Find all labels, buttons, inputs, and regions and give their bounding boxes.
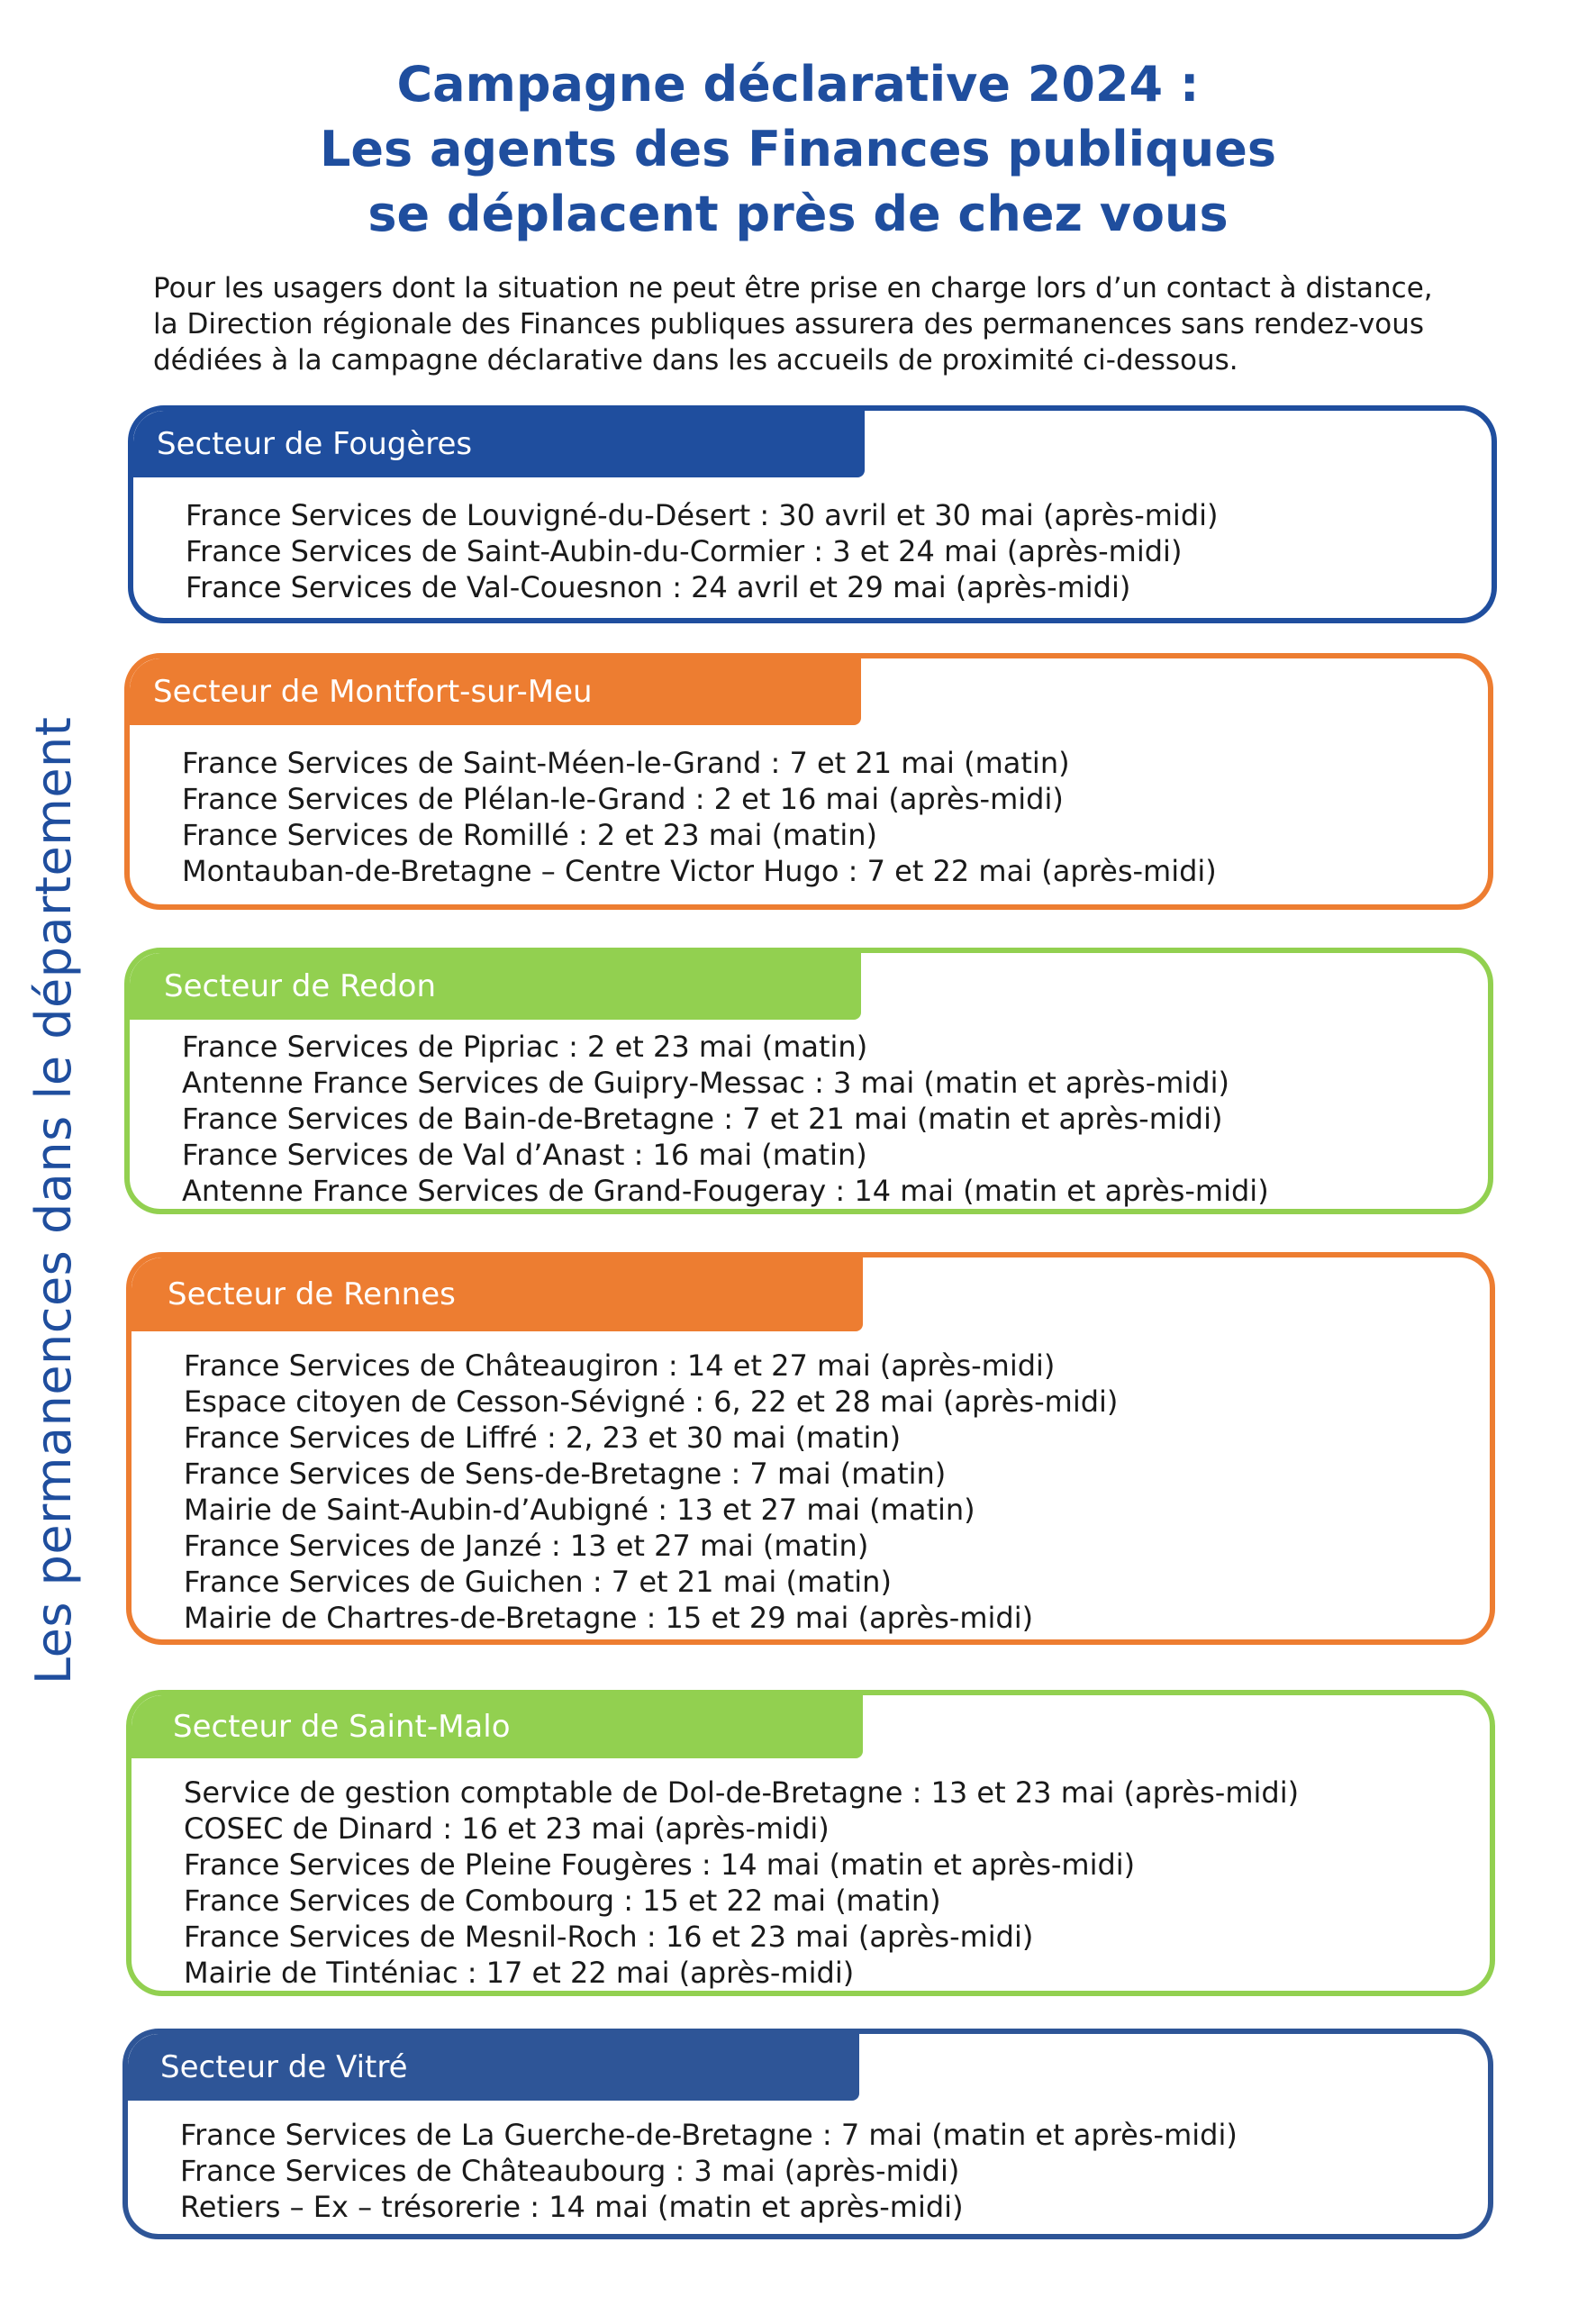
list-item: France Services de Mesnil-Roch : 16 et 23 mai (après-midi) — [184, 1920, 1034, 1954]
sector-heading: Secteur de Vitré — [128, 2034, 859, 2101]
list-item: France Services de La Guerche-de-Bretagne : 7 mai (matin et après-midi) — [180, 2118, 1238, 2152]
title-line-3: se déplacent près de chez vous — [367, 186, 1229, 242]
sector-rennes — [126, 1252, 1495, 1645]
list-item: France Services de Saint-Méen-le-Grand : 7 et 21 mai (matin) — [182, 746, 1070, 780]
sector-list — [184, 1775, 1299, 1991]
sector-heading: Secteur de Redon — [130, 953, 861, 1020]
list-item: Mairie de Chartres-de-Bretagne : 15 et 29 mai (après-midi) — [184, 1601, 1034, 1635]
side-label: Les permanences dans le département — [25, 716, 82, 1684]
list-item: Service de gestion comptable de Dol-de-Bretagne : 13 et 23 mai (après-midi) — [184, 1775, 1300, 1810]
list-item: Mairie de Saint-Aubin-d’Aubigné : 13 et 27 mai (matin) — [184, 1493, 975, 1527]
title-line-2: Les agents des Finances publiques — [319, 121, 1277, 177]
sector-vitre — [122, 2029, 1493, 2239]
title-line-1: Campagne déclarative 2024 : — [396, 56, 1200, 113]
list-item: COSEC de Dinard : 16 et 23 mai (après-midi) — [184, 1811, 830, 1846]
sector-list — [186, 497, 1219, 605]
intro-line-1: Pour les usagers dont la situation ne peut être prise en charge lors d’un contact à distance, — [153, 272, 1433, 304]
sector-list — [182, 1029, 1269, 1209]
list-item: France Services de Janzé : 13 et 27 mai (matin) — [184, 1529, 869, 1563]
sector-list — [180, 2117, 1238, 2225]
sector-list — [182, 745, 1217, 889]
intro-line-2: la Direction régionale des Finances publiques assurera des permanences sans rendez-vous — [153, 308, 1425, 340]
list-item: France Services de Liffré : 2, 23 et 30 mai (matin) — [184, 1421, 902, 1455]
list-item: Antenne France Services de Grand-Fougeray : 14 mai (matin et après-midi) — [182, 1174, 1269, 1208]
list-item: Espace citoyen de Cesson-Sévigné : 6, 22 et 28 mai (après-midi) — [184, 1385, 1119, 1419]
list-item: France Services de Louvigné-du-Désert : 30 avril et 30 mai (après-midi) — [186, 498, 1219, 532]
list-item: France Services de Châteaubourg : 3 mai (après-midi) — [180, 2154, 960, 2188]
page-title — [0, 52, 1596, 247]
list-item: France Services de Châteaugiron : 14 et 27 mai (après-midi) — [184, 1348, 1056, 1383]
list-item: France Services de Sens-de-Bretagne : 7 mai (matin) — [184, 1457, 947, 1491]
sector-heading: Secteur de Rennes — [131, 1257, 863, 1331]
list-item: France Services de Saint-Aubin-du-Cormier : 3 et 24 mai (après-midi) — [186, 534, 1183, 568]
sector-saint-malo — [126, 1690, 1495, 1996]
list-item: Montauban-de-Bretagne – Centre Victor Hugo : 7 et 22 mai (après-midi) — [182, 854, 1217, 888]
list-item: France Services de Val-Couesnon : 24 avril et 29 mai (après-midi) — [186, 570, 1131, 604]
list-item: France Services de Pleine Fougères : 14 mai (matin et après-midi) — [184, 1848, 1136, 1882]
sector-heading: Secteur de Saint-Malo — [131, 1695, 863, 1758]
intro-paragraph — [153, 270, 1504, 378]
list-item: France Services de Plélan-le-Grand : 2 et 16 mai (après-midi) — [182, 782, 1064, 816]
sector-heading: Secteur de Fougères — [133, 411, 865, 477]
sector-montfort-sur-meu — [124, 653, 1493, 910]
list-item: France Services de Bain-de-Bretagne : 7 et 21 mai (matin et après-midi) — [182, 1102, 1223, 1136]
list-item: France Services de Pipriac : 2 et 23 mai (matin) — [182, 1030, 868, 1064]
sector-fougeres — [128, 405, 1497, 623]
list-item: France Services de Combourg : 15 et 22 mai (matin) — [184, 1884, 941, 1918]
list-item: France Services de Romillé : 2 et 23 mai (matin) — [182, 818, 878, 852]
intro-line-3: dédiées à la campagne déclarative dans les accueils de proximité ci-dessous. — [153, 344, 1238, 377]
list-item: Antenne France Services de Guipry-Messac : 3 mai (matin et après-midi) — [182, 1066, 1229, 1100]
list-item: Mairie de Tinténiac : 17 et 22 mai (après-midi) — [184, 1956, 855, 1990]
list-item: France Services de Val d’Anast : 16 mai (matin) — [182, 1138, 867, 1172]
list-item: France Services de Guichen : 7 et 21 mai (matin) — [184, 1565, 892, 1599]
sector-redon — [124, 948, 1493, 1214]
list-item: Retiers – Ex – trésorerie : 14 mai (matin et après-midi) — [180, 2190, 964, 2224]
sector-list — [184, 1348, 1118, 1636]
sector-heading: Secteur de Montfort-sur-Meu — [130, 658, 861, 725]
